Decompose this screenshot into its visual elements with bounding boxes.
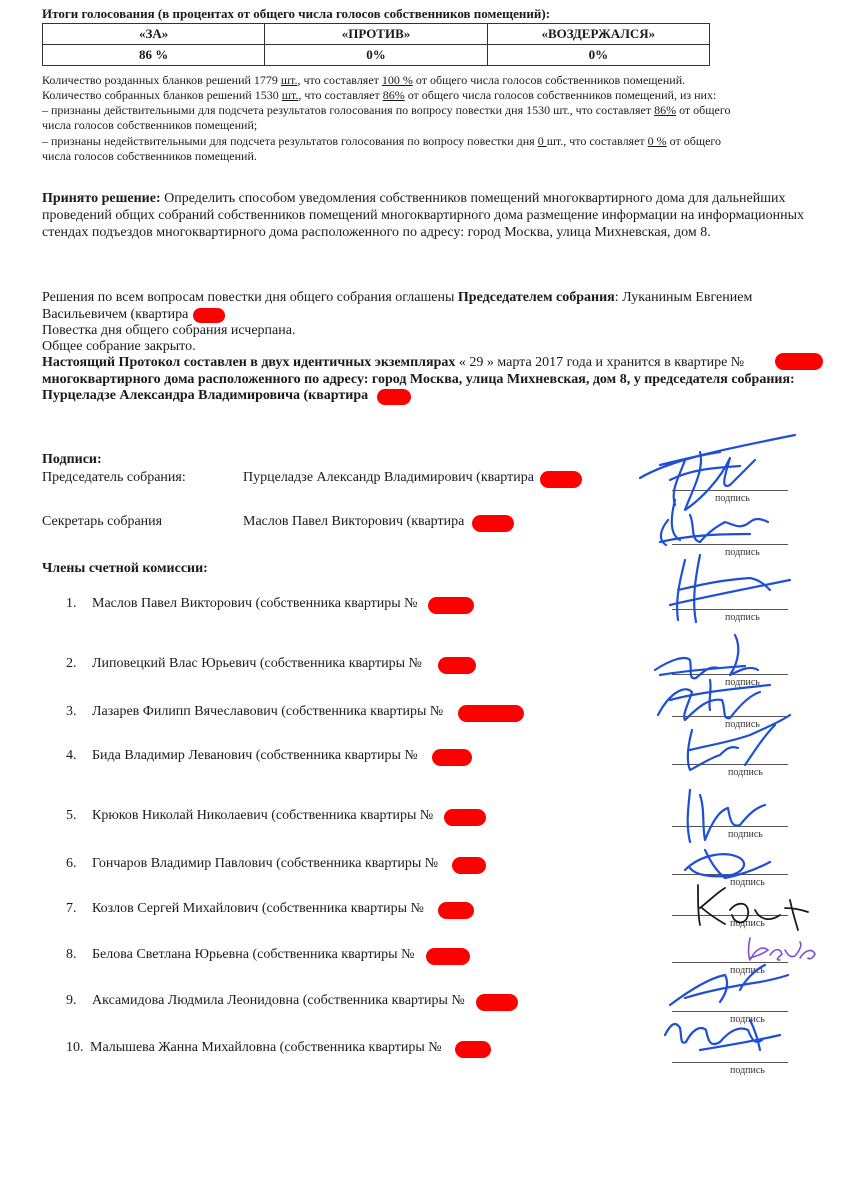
signature-member-8 [749,938,816,960]
secretary-name: Маслов Павел Викторович (квартира [243,514,465,529]
signature-caption: подпись [725,719,760,730]
handwritten-signatures [630,430,830,1090]
redaction [452,857,486,874]
signature-member-7 [698,885,808,930]
signature-member-2 [655,635,758,678]
stat-invalid: – признаны недействительными для подсчета результатов голосования по вопросу повестки дня 0 шт., что составляет 0 % от общего [42,134,722,148]
stat-distributed: Количество розданных бланков решений 1779 шт., что составляет 100 % от общего числа голосов собственников помещений. [42,73,686,87]
member-number: 5. [66,808,77,823]
header-for: «ЗА» [43,24,265,45]
redaction [472,515,514,532]
protocol-line2: многоквартирного дома расположенного по адресу: город Москва, улица Михневская, дом 8, у председателя собрания: [42,372,795,387]
signature-member-6 [685,850,770,878]
redaction [428,597,474,614]
protocol-line3: Пурцеладзе Александра Владимировича (квартира [42,388,369,403]
stat-invalid-line2: числа голосов собственников помещений. [42,149,257,163]
announce-line: Решения по всем вопросам повестки дня общего собрания оглашены Председателем собрания: Луканиным Евгением [42,290,753,305]
protocol-line1: Настоящий Протокол составлен в двух идентичных экземплярах « 29 » марта 2017 года и хранится в квартире № [42,355,745,370]
value-against: 0% [265,45,487,66]
chair-name: Пурцеладзе Александр Владимирович (квартира [243,470,534,485]
member-number: 1. [66,596,77,611]
redaction [438,902,474,919]
header-abstain: «ВОЗДЕРЖАЛСЯ» [487,24,709,45]
member-name: Лазарев Филипп Вячеславович (собственника квартиры № [92,704,444,719]
stat-valid: – признаны действительными для подсчета результатов голосования по вопросу повестки дня 1530 шт., что составляет 86% от общего [42,103,731,117]
signature-caption: подпись [730,965,765,976]
member-number: 10. [66,1040,84,1055]
member-name: Малышева Жанна Михайловна (собственника квартиры № [90,1040,442,1055]
signature-member-10 [665,1020,780,1050]
signature-caption: подпись [715,493,750,504]
results-heading: Итоги голосования (в процентах от общего числа голосов собственников помещений): [42,6,551,21]
signature-member-3 [658,680,770,720]
signature-caption: подпись [730,1065,765,1076]
signature-caption: подпись [730,877,765,888]
member-name: Аксамидова Людмила Леонидовна (собственника квартиры № [92,993,465,1008]
signature-caption: подпись [730,1014,765,1025]
member-name: Гончаров Владимир Павлович (собственника квартиры № [92,856,439,871]
member-number: 6. [66,856,77,871]
signature-caption: подпись [725,612,760,623]
redaction [193,308,225,323]
redaction [432,749,472,766]
secretary-role: Секретарь собрания [42,514,163,529]
signature-caption: подпись [730,918,765,929]
signature-member-5 [688,790,765,842]
redaction [438,657,476,674]
member-name: Бида Владимир Леванович (собственника квартиры № [92,748,418,763]
redaction [455,1041,491,1058]
signatures-heading: Подписи: [42,452,102,467]
redaction [377,389,411,405]
redaction [476,994,518,1011]
signature-member-1 [670,555,790,622]
agenda-done: Повестка дня общего собрания исчерпана. [42,323,296,338]
header-against: «ПРОТИВ» [265,24,487,45]
commission-heading: Члены счетной комиссии: [42,561,208,576]
member-number: 8. [66,947,77,962]
signature-secretary [660,500,768,545]
signature-caption: подпись [725,547,760,558]
signature-chair [640,435,795,510]
member-name: Маслов Павел Викторович (собственника квартиры № [92,596,418,611]
member-name: Липовецкий Влас Юрьевич (собственника квартиры № [92,656,422,671]
redaction [775,353,823,370]
redaction [458,705,524,722]
announce-line2: Васильевичем (квартира [42,307,189,322]
meeting-closed: Общее собрание закрыто. [42,339,196,354]
chair-role: Председатель собрания: [42,470,186,485]
signature-caption: подпись [728,829,763,840]
member-number: 4. [66,748,77,763]
member-name: Козлов Сергей Михайлович (собственника квартиры № [92,901,424,916]
stat-collected: Количество собранных бланков решений 1530 шт., что составляет 86% от общего числа голосов собственников помещений, из них: [42,88,717,102]
member-number: 7. [66,901,77,916]
member-number: 2. [66,656,77,671]
signature-caption: подпись [728,767,763,778]
signature-member-9 [670,965,788,1005]
decision-paragraph: Принято решение: Определить способом уведомления собственников помещений многоквартирного дома для дальнейших проведений общих собраний собственников помещений многоквартирного дома размещение информации на информационных стендах подъездов многоквартирного дома расположенного по адресу: город Москва, улица Михневская, дом 8. [42,191,804,240]
redaction [426,948,470,965]
member-number: 3. [66,704,77,719]
value-abstain: 0% [487,45,709,66]
member-number: 9. [66,993,77,1008]
results-table [42,23,710,66]
redaction [444,809,486,826]
signature-caption: подпись [725,677,760,688]
value-for: 86 % [43,45,265,66]
redaction [540,471,582,488]
stat-valid-line2: числа голосов собственников помещений; [42,118,258,132]
signature-member-4 [688,715,790,770]
member-name: Крюков Николай Николаевич (собственника квартиры № [92,808,434,823]
member-name: Белова Светлана Юрьевна (собственника квартиры № [92,947,415,962]
